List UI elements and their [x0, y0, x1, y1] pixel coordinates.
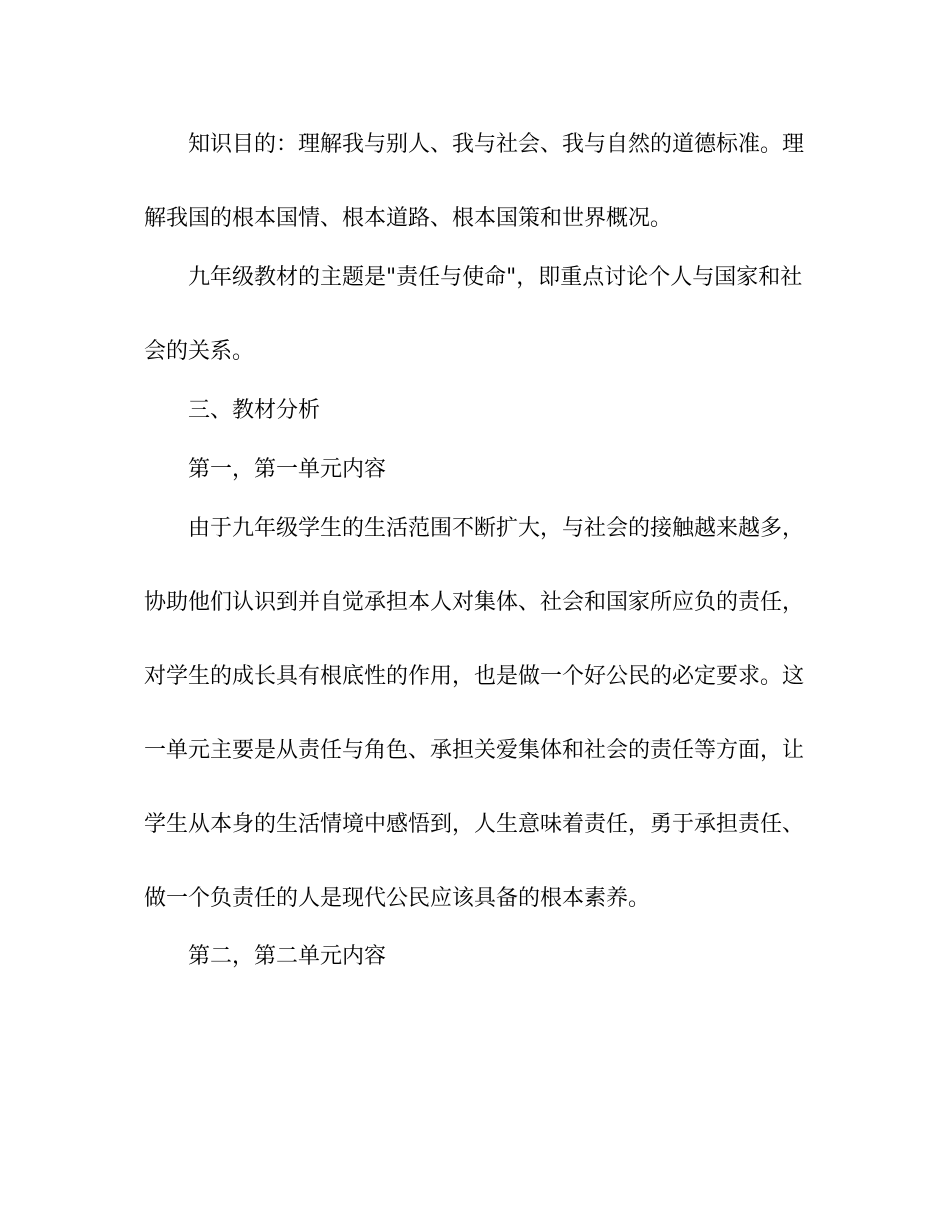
paragraph-line: 会的关系。: [144, 339, 255, 364]
subsection-heading: 第二，第二单元内容: [188, 944, 387, 969]
paragraph-line: 解我国的根本国情、根本道路、根本国策和世界概况。: [144, 206, 673, 231]
paragraph-line: 由于九年级学生的生活范围不断扩大，与社会的接触越来越多，: [188, 516, 805, 541]
subsection-heading: 第一，第一单元内容: [188, 457, 387, 482]
paragraph-line: 协助他们认识到并自觉承担本人对集体、社会和国家所应负的责任，: [144, 590, 805, 615]
paragraph-line: 学生从本身的生活情境中感悟到，人生意味着责任，勇于承担责任、: [144, 812, 805, 837]
paragraph-line: 知识目的：理解我与别人、我与社会、我与自然的道德标准。理: [188, 132, 805, 157]
section-heading: 三、教材分析: [188, 398, 321, 423]
paragraph-line: 做一个负责任的人是现代公民应该具备的根本素养。: [144, 886, 651, 911]
paragraph-line: 对学生的成长具有根底性的作用，也是做一个好公民的必定要求。这: [144, 664, 805, 689]
paragraph-line: 一单元主要是从责任与角色、承担关爱集体和社会的责任等方面，让: [144, 738, 805, 763]
paragraph-line: 九年级教材的主题是"责任与使命"，即重点讨论个人与国家和社: [188, 265, 803, 290]
